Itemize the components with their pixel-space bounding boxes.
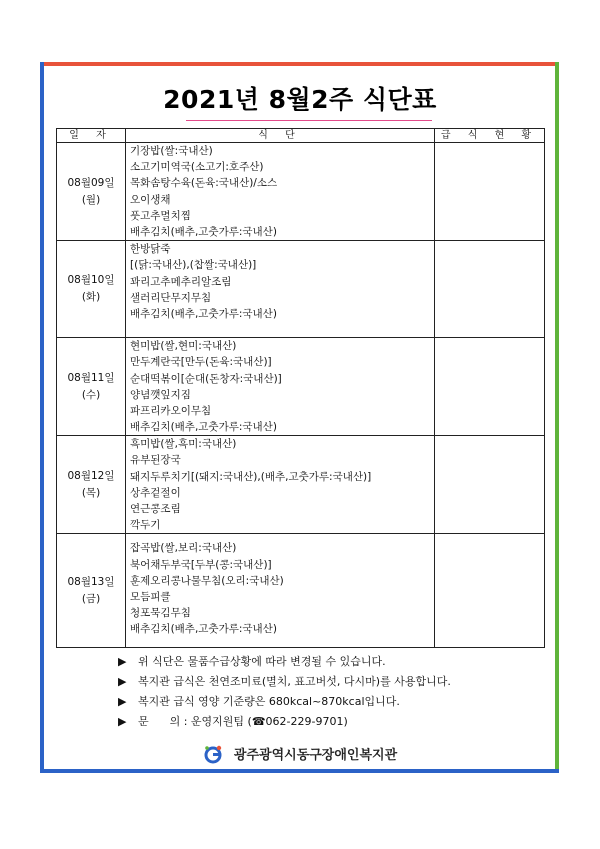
day-weekday: (금) [81, 592, 101, 605]
frame-left-border [40, 62, 44, 773]
menu-item: 현미밥(쌀,현미:국내산) [130, 340, 237, 353]
bullet-arrow-icon: ▶ [118, 695, 127, 708]
day-date: 08월12일 [67, 469, 115, 482]
bullet-arrow-icon: ▶ [118, 675, 127, 688]
frame-bottom-border [40, 769, 559, 773]
menu-item: 흑미밥(쌀,흑미:국내산) [130, 438, 237, 451]
note-text: 복지관 급식 영양 기준량은 680kcal~870kcal입니다. [138, 695, 400, 708]
day-status-cell [435, 338, 545, 436]
note-line [118, 712, 451, 732]
page-title: 2021년 8월2주 식단표 [163, 85, 437, 114]
menu-item: 목화솜탕수육(돈육:국내산)/소스 [130, 177, 278, 190]
note-text: 복지관 급식은 천연조미료(멸치, 표고버섯, 다시마)를 사용합니다. [138, 675, 451, 688]
menu-item: 오이생채 [130, 193, 171, 206]
notes-list [118, 652, 451, 732]
menu-item: 배추김치(배추,고춧가루:국내산) [130, 623, 277, 636]
menu-item: 모듬피클 [130, 590, 171, 603]
organization-logo-icon [203, 744, 225, 764]
day-weekday: (월) [81, 193, 101, 206]
menu-table [56, 128, 545, 648]
menu-item: 만두계란국[만두(돈육:국내산)] [130, 356, 272, 369]
menu-item: 연근콩조림 [130, 503, 181, 515]
menu-item: 기장밥(쌀:국내산) [130, 145, 213, 157]
day-date-cell [57, 534, 126, 648]
day-date-cell [57, 436, 126, 534]
note-text: 위 식단은 물품수급상황에 따라 변경될 수 있습니다. [138, 655, 386, 668]
header-status: 급 식 현 황 [435, 129, 545, 143]
menu-day-row [57, 143, 545, 241]
menu-day-row [57, 241, 545, 338]
day-menu-cell [126, 436, 435, 534]
note-text: 문 의 : 운영지원팀 (☎062-229-9701) [138, 715, 348, 728]
organization-name: 광주광역시동구장애인복지관 [233, 748, 398, 763]
title-underline [186, 120, 432, 121]
header-menu: 식 단 [126, 129, 435, 143]
menu-item: 깍두기 [130, 519, 161, 532]
day-status-cell [435, 534, 545, 648]
menu-item: 상추겉절이 [130, 486, 181, 499]
menu-item: 한방닭죽 [130, 243, 171, 256]
frame-top-border [40, 62, 559, 66]
day-weekday: (수) [81, 388, 101, 401]
footer [0, 743, 600, 764]
menu-day-row [57, 338, 545, 436]
day-date: 08월09일 [67, 176, 115, 189]
menu-item: 소고기미역국(소고기:호주산) [130, 161, 264, 174]
day-menu-cell [126, 143, 435, 241]
day-status-cell [435, 143, 545, 241]
day-menu-cell [126, 534, 435, 648]
day-date-cell [57, 241, 126, 338]
menu-item: 샐러리단무지무침 [130, 291, 212, 304]
day-date: 08월10일 [67, 274, 115, 287]
menu-day-row [57, 534, 545, 648]
menu-item: 배추김치(배추,고춧가루:국내산) [130, 307, 277, 320]
menu-item: 청포묵김무침 [130, 607, 191, 620]
menu-item: 파프리카오이무침 [130, 404, 212, 417]
menu-item: 잡곡밥(쌀,보리:국내산) [130, 542, 237, 555]
day-date-cell [57, 338, 126, 436]
day-menu-cell [126, 338, 435, 436]
day-date-cell [57, 143, 126, 241]
frame-right-border [555, 62, 559, 773]
day-date: 08월11일 [67, 371, 115, 384]
menu-item: 배추김치(배추,고춧가루:국내산) [130, 225, 277, 238]
day-date: 08월13일 [67, 575, 115, 588]
menu-item: 양념깻잎지짐 [130, 388, 191, 401]
day-status-cell [435, 241, 545, 338]
menu-item: 북어채두부국[두부(콩:국내산)] [130, 558, 272, 571]
day-menu-cell [126, 241, 435, 338]
menu-item: 배추김치(배추,고춧가루:국내산) [130, 421, 277, 434]
bullet-arrow-icon: ▶ [118, 715, 127, 728]
menu-item: 순대떡볶이[순대(돈창자:국내산)] [130, 372, 282, 385]
menu-item: 풋고추멸치찜 [130, 209, 191, 222]
bullet-arrow-icon: ▶ [118, 655, 127, 668]
menu-item: 돼지두루치기[(돼지:국내산),(배추,고춧가루:국내산)] [130, 470, 372, 483]
note-line [118, 672, 451, 692]
menu-day-row [57, 436, 545, 534]
note-line [118, 692, 451, 712]
table-header-row [57, 129, 545, 143]
menu-item: 훈제오리콩나물무침(오리:국내산) [130, 574, 284, 587]
menu-item: 꽈리고추메추리알조림 [130, 275, 232, 288]
menu-item: 유부된장국 [130, 454, 181, 467]
day-status-cell [435, 436, 545, 534]
menu-item: [(닭:국내산),(찹쌀:국내산)] [130, 259, 257, 272]
day-weekday: (화) [81, 291, 101, 304]
header-date: 일 자 [57, 129, 126, 143]
note-line [118, 652, 451, 672]
day-weekday: (목) [81, 486, 101, 499]
